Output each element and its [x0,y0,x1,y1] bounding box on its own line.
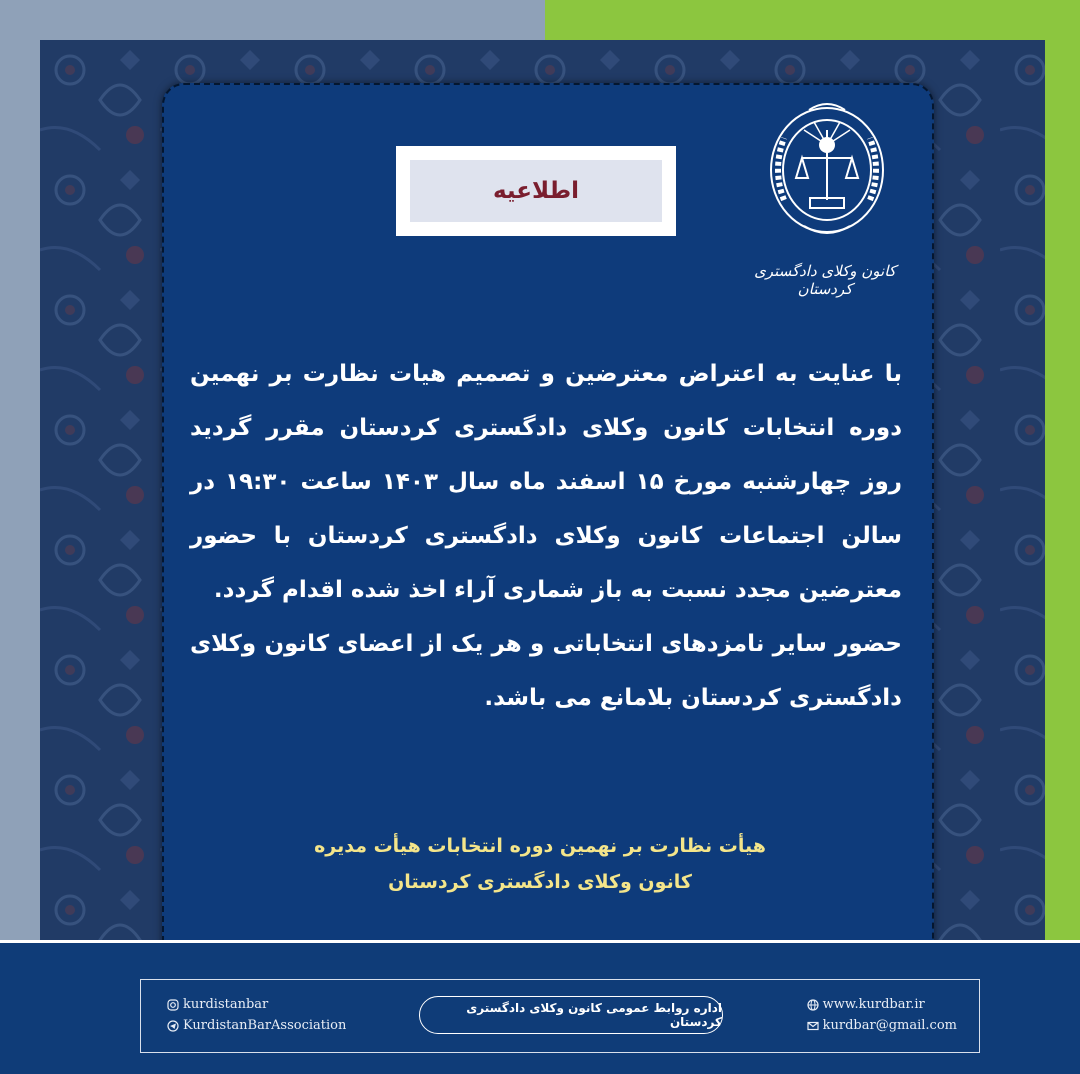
telegram-icon [167,1020,179,1032]
announcement-paragraph-2: حضور سایر نامزدهای انتخاباتی و هر یک از اعضای کانون وکلای دادگستری کردستان بلامانع می باشد. [190,631,902,711]
telegram-handle: KurdistanBarAssociation [183,1018,347,1033]
signature-block [250,828,830,900]
grey-side-accent [0,0,40,940]
email-address: kurdbar@gmail.com [822,1018,957,1033]
website-link[interactable] [807,994,957,1015]
public-relations-label: اداره روابط عمومی کانون وکلای دادگستری کردستان [419,996,723,1034]
instagram-link[interactable] [167,994,346,1015]
email-link[interactable] [807,1015,957,1036]
footer-box [140,979,980,1053]
envelope-icon [807,1020,819,1032]
footer-bar [0,940,1080,1074]
logo-caption: کانون وکلای دادگستری کردستان [754,262,896,298]
grey-corner-accent [0,0,545,40]
page-title: اطلاعیه [410,160,662,222]
signature-line-1: هیأت نظارت بر نهمین دوره انتخابات هیأت مدیره [314,835,766,857]
globe-icon [807,999,819,1011]
instagram-handle: kurdistanbar [183,997,269,1012]
contact-links [807,994,957,1036]
signature-line-2: کانون وکلای دادگستری کردستان [388,871,692,893]
website-url: www.kurdbar.ir [822,997,925,1012]
telegram-link[interactable] [167,1015,346,1036]
instagram-icon [167,999,179,1011]
announcement-body [190,347,902,725]
social-links [167,994,346,1036]
title-card [396,146,676,236]
bar-association-emblem-icon [764,100,890,250]
announcement-paragraph-1: با عنایت به اعتراض معترضین و تصمیم هیات نظارت بر نهمین دوره انتخابات کانون وکلای دادگستری کردستان مقرر گردید روز چهارشنبه مورخ ۱۵ اسفند ماه سال ۱۴۰۳ ساعت ۱۹:۳۰ در سالن اجتماعات کانون وکلای دادگستری کردستان با حضور معترضین مجدد نسبت به باز شماری آراء اخذ شده اقدام گردد. [190,361,902,603]
